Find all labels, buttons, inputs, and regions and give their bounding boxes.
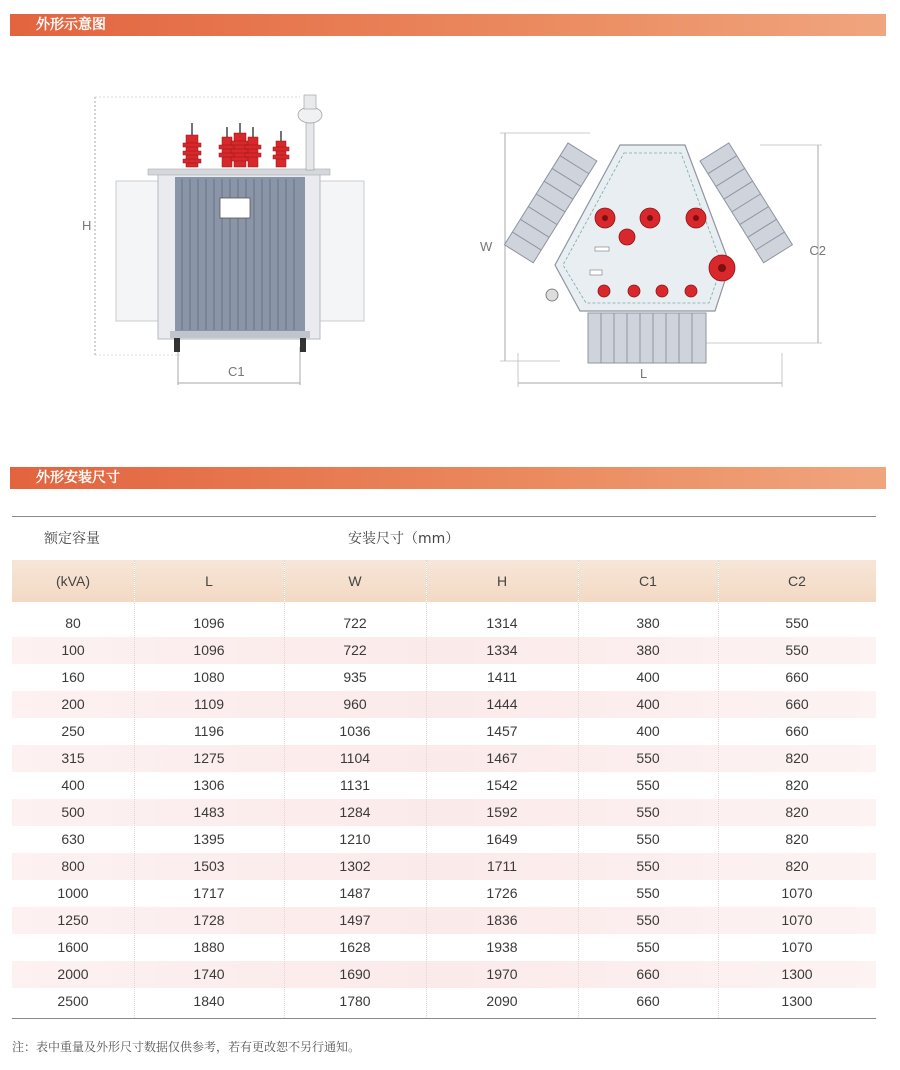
c2-cell: 660 [785, 723, 809, 739]
column-divider [578, 560, 579, 1018]
capacity-cell: 1600 [57, 939, 89, 955]
w-cell: 960 [343, 696, 367, 712]
h-cell: 1314 [486, 615, 518, 631]
table-row [12, 772, 876, 799]
column-divider [718, 560, 719, 1018]
table-top-rule [12, 516, 876, 517]
column-divider [134, 560, 135, 1018]
c2-cell: 660 [785, 669, 809, 685]
table-row [12, 853, 876, 880]
l-cell: 1717 [193, 885, 225, 901]
w-cell: 1487 [339, 885, 371, 901]
c2-cell: 820 [785, 804, 809, 820]
h-cell: 1938 [486, 939, 518, 955]
column-divider [284, 560, 285, 1018]
column-divider [426, 560, 427, 1018]
w-cell: 1497 [339, 912, 371, 928]
install-dimensions-header: 安装尺寸（mm） [348, 531, 460, 547]
c1-cell: 550 [636, 804, 660, 820]
h-cell: 1711 [486, 858, 518, 874]
h-cell: 1970 [486, 966, 518, 982]
w-cell: 1104 [339, 750, 371, 766]
h-cell: 1457 [486, 723, 518, 739]
l-cell: 1096 [193, 615, 225, 631]
c2-cell: 1300 [781, 993, 813, 1009]
l-cell: 1728 [193, 912, 225, 928]
dim-label-l: L [640, 366, 648, 381]
c1-cell: 380 [636, 615, 660, 631]
h-cell: 1726 [486, 885, 518, 901]
c2-cell: 550 [785, 615, 809, 631]
l-cell: 1306 [193, 777, 225, 793]
footnote: 注：表中重量及外形尺寸数据仅供参考，若有更改恕不另行通知。 [12, 1040, 361, 1054]
c2-cell: 820 [785, 750, 809, 766]
c2-cell: 1070 [781, 885, 813, 901]
l-cell: 1840 [193, 993, 225, 1009]
c1-cell: 660 [636, 966, 660, 982]
w-cell: 722 [343, 615, 367, 631]
w-cell: 1210 [339, 831, 371, 847]
h-cell: 1444 [486, 696, 518, 712]
capacity-cell: 2000 [57, 966, 89, 982]
c2-cell: 820 [785, 858, 809, 874]
c1-cell: 660 [636, 993, 660, 1009]
table-row [12, 664, 876, 691]
l-cell: 1880 [193, 939, 225, 955]
table-row [12, 745, 876, 772]
capacity-cell: 400 [61, 777, 85, 793]
table-row [12, 880, 876, 907]
capacity-unit-header: (kVA) [56, 573, 90, 589]
capacity-cell: 200 [61, 696, 85, 712]
capacity-cell: 80 [65, 615, 81, 631]
c1-cell: 550 [636, 777, 660, 793]
table-row [12, 610, 876, 637]
table-row [12, 988, 876, 1015]
capacity-cell: 630 [61, 831, 85, 847]
h-cell: 1542 [486, 777, 518, 793]
w-cell: 1302 [339, 858, 371, 874]
column-header-l: L [205, 573, 213, 589]
capacity-cell: 1000 [57, 885, 89, 901]
capacity-cell: 100 [61, 642, 85, 658]
column-header-w: W [348, 573, 362, 589]
l-cell: 1395 [193, 831, 225, 847]
table-row [12, 961, 876, 988]
table-row [12, 934, 876, 961]
c1-cell: 550 [636, 939, 660, 955]
h-cell: 1334 [486, 642, 518, 658]
top-view-diagram [470, 115, 830, 405]
w-cell: 1284 [339, 804, 371, 820]
c2-cell: 1070 [781, 912, 813, 928]
c1-cell: 400 [636, 723, 660, 739]
capacity-header: 额定容量 [44, 531, 100, 547]
front-view-diagram [70, 85, 400, 395]
c2-cell: 1300 [781, 966, 813, 982]
w-cell: 1036 [339, 723, 371, 739]
table-row [12, 637, 876, 664]
l-cell: 1503 [193, 858, 225, 874]
column-header-h: H [496, 573, 508, 589]
table-row [12, 907, 876, 934]
c1-cell: 380 [636, 642, 660, 658]
section-header-dimensions [10, 467, 886, 489]
dim-label-w: W [480, 239, 493, 254]
capacity-cell: 250 [61, 723, 85, 739]
capacity-cell: 315 [61, 750, 85, 766]
table-bottom-rule [12, 1018, 876, 1019]
dim-label-c1: C1 [228, 364, 245, 379]
dim-label-c2: C2 [809, 243, 826, 258]
section-title-outline: 外形示意图 [36, 17, 106, 33]
l-cell: 1109 [193, 696, 225, 712]
c2-cell: 1070 [781, 939, 813, 955]
h-cell: 1592 [486, 804, 518, 820]
w-cell: 1131 [339, 777, 371, 793]
table-row [12, 826, 876, 853]
table-row [12, 691, 876, 718]
l-cell: 1096 [193, 642, 225, 658]
c1-cell: 400 [636, 696, 660, 712]
h-cell: 2090 [486, 993, 518, 1009]
capacity-cell: 1250 [57, 912, 89, 928]
capacity-cell: 160 [61, 669, 85, 685]
c2-cell: 550 [785, 642, 809, 658]
w-cell: 722 [343, 642, 367, 658]
l-cell: 1275 [193, 750, 225, 766]
capacity-cell: 2500 [57, 993, 89, 1009]
c1-cell: 550 [636, 912, 660, 928]
table-row [12, 799, 876, 826]
column-header-c1: C1 [639, 573, 657, 589]
c1-cell: 550 [636, 858, 660, 874]
c1-cell: 400 [636, 669, 660, 685]
w-cell: 1780 [339, 993, 371, 1009]
w-cell: 935 [343, 669, 367, 685]
section-title-dimensions: 外形安装尺寸 [36, 470, 120, 486]
l-cell: 1080 [193, 669, 225, 685]
w-cell: 1690 [339, 966, 371, 982]
c1-cell: 550 [636, 750, 660, 766]
c2-cell: 660 [785, 696, 809, 712]
l-cell: 1740 [193, 966, 225, 982]
c1-cell: 550 [636, 885, 660, 901]
c1-cell: 550 [636, 831, 660, 847]
h-cell: 1836 [486, 912, 518, 928]
c2-cell: 820 [785, 777, 809, 793]
w-cell: 1628 [339, 939, 371, 955]
l-cell: 1483 [193, 804, 225, 820]
capacity-cell: 800 [61, 858, 85, 874]
table-row [12, 718, 876, 745]
h-cell: 1649 [486, 831, 518, 847]
h-cell: 1467 [486, 750, 518, 766]
h-cell: 1411 [486, 669, 518, 685]
section-header-outline [10, 14, 886, 36]
column-header-c2: C2 [788, 573, 806, 589]
l-cell: 1196 [193, 723, 225, 739]
dim-label-h: H [82, 218, 92, 233]
c2-cell: 820 [785, 831, 809, 847]
capacity-cell: 500 [61, 804, 85, 820]
